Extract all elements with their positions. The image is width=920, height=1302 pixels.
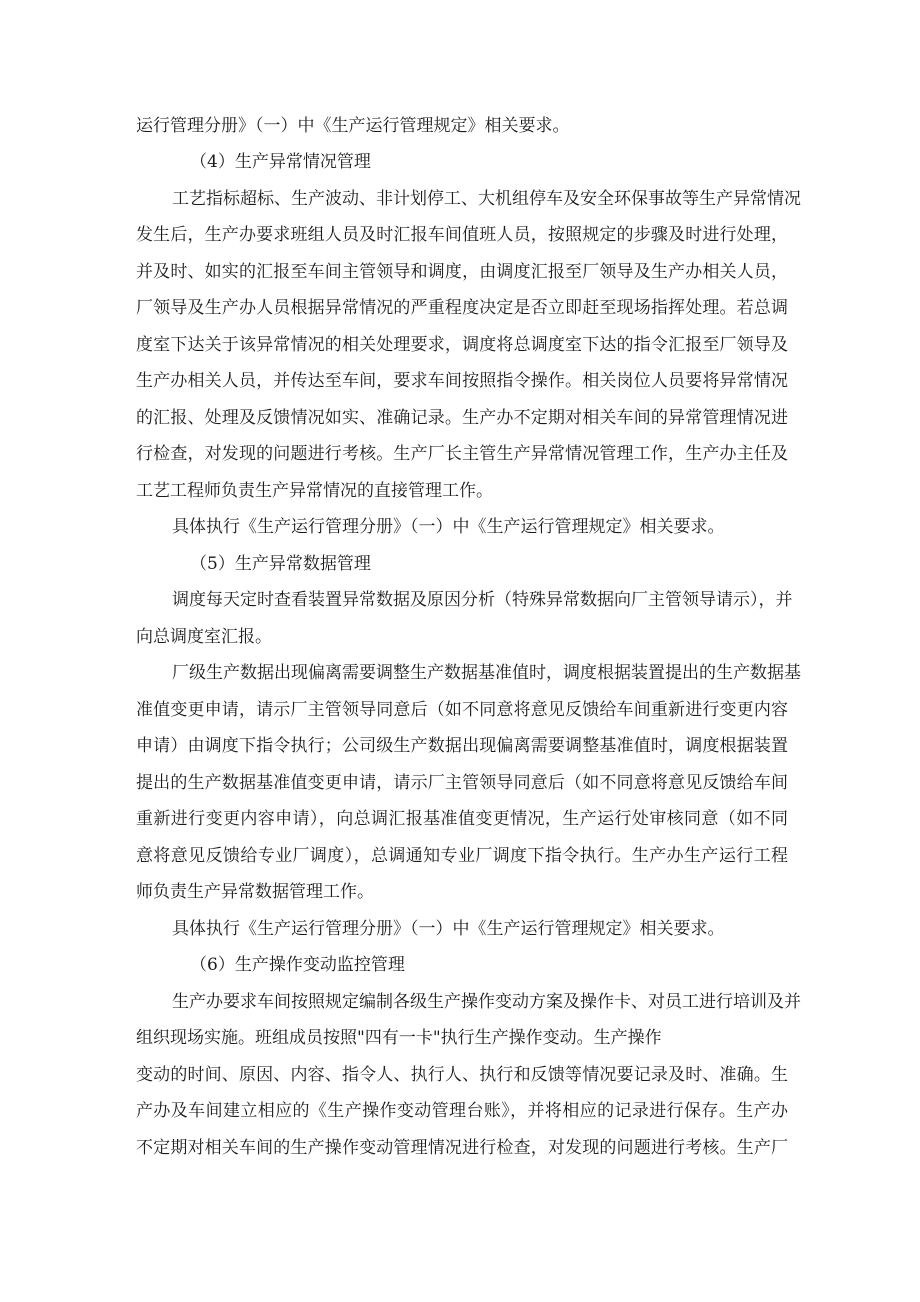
text-line: 生产办要求车间按照规定编制各级生产操作变动方案及操作卡、对员工进行培训及并: [172, 992, 801, 1012]
text-line: 度室下达关于该异常情况的相关处理要求，调度将总调度室下达的指令汇报至厂领导及: [136, 335, 788, 355]
text-line: 运行管理分册》（一）中《生产运行管理规定》相关要求。: [136, 116, 570, 136]
section-heading: （4）生产异常情况管理: [190, 152, 371, 172]
text-line: 提出的生产数据基准值变更申请，请示厂主管领导同意后（如不同意将意见反馈给车间: [136, 773, 788, 793]
section-heading: （5）生产异常数据管理: [190, 554, 371, 574]
text-line: 重新进行变更内容申请），向总调汇报基准值变更情况，生产运行处审核同意（如不同: [136, 809, 788, 829]
text-line: 并及时、如实的汇报至车间主管领导和调度，由调度汇报至厂领导及生产办相关人员，: [136, 262, 788, 282]
text-line: 组织现场实施。班组成员按照"四有一卡"执行生产操作变动。生产操作: [136, 1028, 662, 1048]
text-line: 变动的时间、原因、内容、指令人、执行人、执行和反馈等情况要记录及时、准确。生: [136, 1065, 788, 1085]
text-line: 工艺工程师负责生产异常情况的直接管理工作。: [136, 481, 493, 501]
text-line: 行检查，对发现的问题进行考核。生产厂长主管生产异常情况管理工作，生产办主任及: [136, 444, 788, 464]
text-line: 厂级生产数据出现偏离需要调整生产数据基准值时，调度根据装置提出的生产数据基: [172, 663, 801, 683]
text-line: 生产办相关人员，并传达至车间，要求车间按照指令操作。相关岗位人员要将异常情况: [136, 371, 788, 391]
text-line: 具体执行《生产运行管理分册》（一）中《生产运行管理规定》相关要求。: [172, 919, 725, 939]
text-line: 意将意见反馈给专业厂调度），总调通知专业厂调度下指令执行。生产办生产运行工程: [136, 846, 788, 866]
section-heading: （6）生产操作变动监控管理: [190, 955, 405, 975]
text-line: 不定期对相关车间的生产操作变动管理情况进行检查，对发现的问题进行考核。生产厂: [136, 1138, 788, 1158]
text-line: 的汇报、处理及反馈情况如实、准确记录。生产办不定期对相关车间的异常管理情况进: [136, 408, 788, 428]
text-line: 厂领导及生产办人员根据异常情况的严重程度决定是否立即赶至现场指挥处理。若总调: [136, 298, 788, 318]
text-line: 准值变更申请，请示厂主管领导同意后（如不同意将意见反馈给车间重新进行变更内容: [136, 700, 788, 720]
text-line: 发生后，生产办要求班组人员及时汇报车间值班人员，按照规定的步骤及时进行处理，: [136, 225, 788, 245]
text-line: 向总调度室汇报。: [136, 627, 272, 647]
text-line: 工艺指标超标、生产波动、非计划停工、大机组停车及安全环保事故等生产异常情况: [172, 189, 801, 209]
text-line: 具体执行《生产运行管理分册》（一）中《生产运行管理规定》相关要求。: [172, 517, 725, 537]
text-line: 师负责生产异常数据管理工作。: [136, 882, 374, 902]
text-line: 产办及车间建立相应的《生产操作变动管理台账》，并将相应的记录进行保存。生产办: [136, 1101, 788, 1121]
text-line: 申请）由调度下指令执行；公司级生产数据出现偏离需要调整基准值时，调度根据装置: [136, 736, 788, 756]
text-line: 调度每天定时查看装置异常数据及原因分析（特殊异常数据向厂主管领导请示），并: [172, 590, 793, 610]
